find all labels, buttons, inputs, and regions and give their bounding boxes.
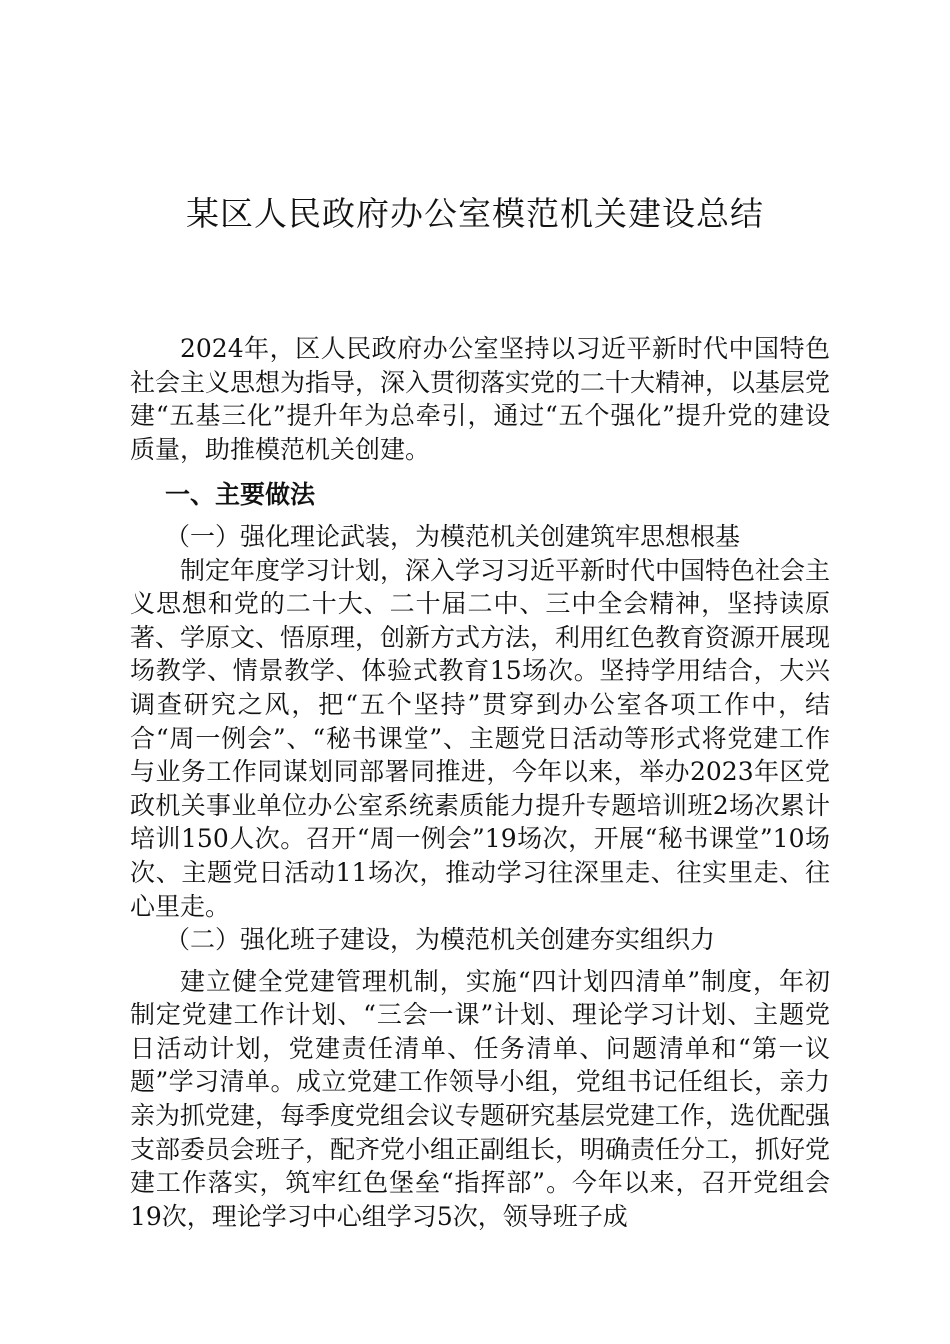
document-title: 某区人民政府办公室模范机关建设总结 xyxy=(186,194,764,234)
subsection-body-team: 建立健全党建管理机制，实施“四计划四清单”制度，年初制定党建工作计划、“三会一课”计划、理论学习计划、主题党日活动计划，党建责任清单、任务清单、问题清单和“第一议题”学习清单。成立党建工作领导小组，党组书记任组长，亲力亲为抓党建，每季度党组会议专题研究基层党建工作，选优配强支部委员会班子，配齐党小组正副组长，明确责任分工，抓好党建工作落实，筑牢红色堡垒“指挥部”。今年以来，召开党组会19次，理论学习中心组学习5次，领导班子成 xyxy=(130,966,831,1231)
intro-paragraph: 2024年，区人民政府办公室坚持以习近平新时代中国特色社会主义思想为指导，深入贯彻落实党的二十大精神，以基层党建“五基三化”提升年为总牵引，通过“五个强化”提升党的建设质量，助推模范机关创建。 xyxy=(130,334,831,464)
spacer xyxy=(130,466,830,478)
subsection-heading-team: （二）强化班子建设，为模范机关创建夯实组织力 xyxy=(165,925,716,955)
subsection-body-theory: 制定年度学习计划，深入学习习近平新时代中国特色社会主义思想和党的二十大、二十届二中、三中全会精神，坚持读原著、学原文、悟原理，创新方式方法，利用红色教育资源开展现场教学、情景教学、体验式教育15场次。坚持学用结合，大兴调查研究之风，把“五个坚持”贯穿到办公室各项工作中，结合“周一例会”、“秘书课堂”、主题党日活动等形式将党建工作与业务工作同谋划同部署同推进，今年以来，举办2023年区党政机关事业单位办公室系统素质能力提升专题培训班2场次累计培训150人次。召开“周一例会”19场次，开展“秘书课堂”10场次、主题党日活动11场次，推动学习往深里走、往实里走、往心里走。 xyxy=(130,555,831,921)
spacer xyxy=(130,512,830,520)
document-body xyxy=(130,332,830,1233)
section-heading-main-practices: 一、主要做法 xyxy=(165,480,316,510)
spacer xyxy=(130,957,830,965)
subsection-heading-theory: （一）强化理论武装，为模范机关创建筑牢思想根基 xyxy=(165,521,741,551)
